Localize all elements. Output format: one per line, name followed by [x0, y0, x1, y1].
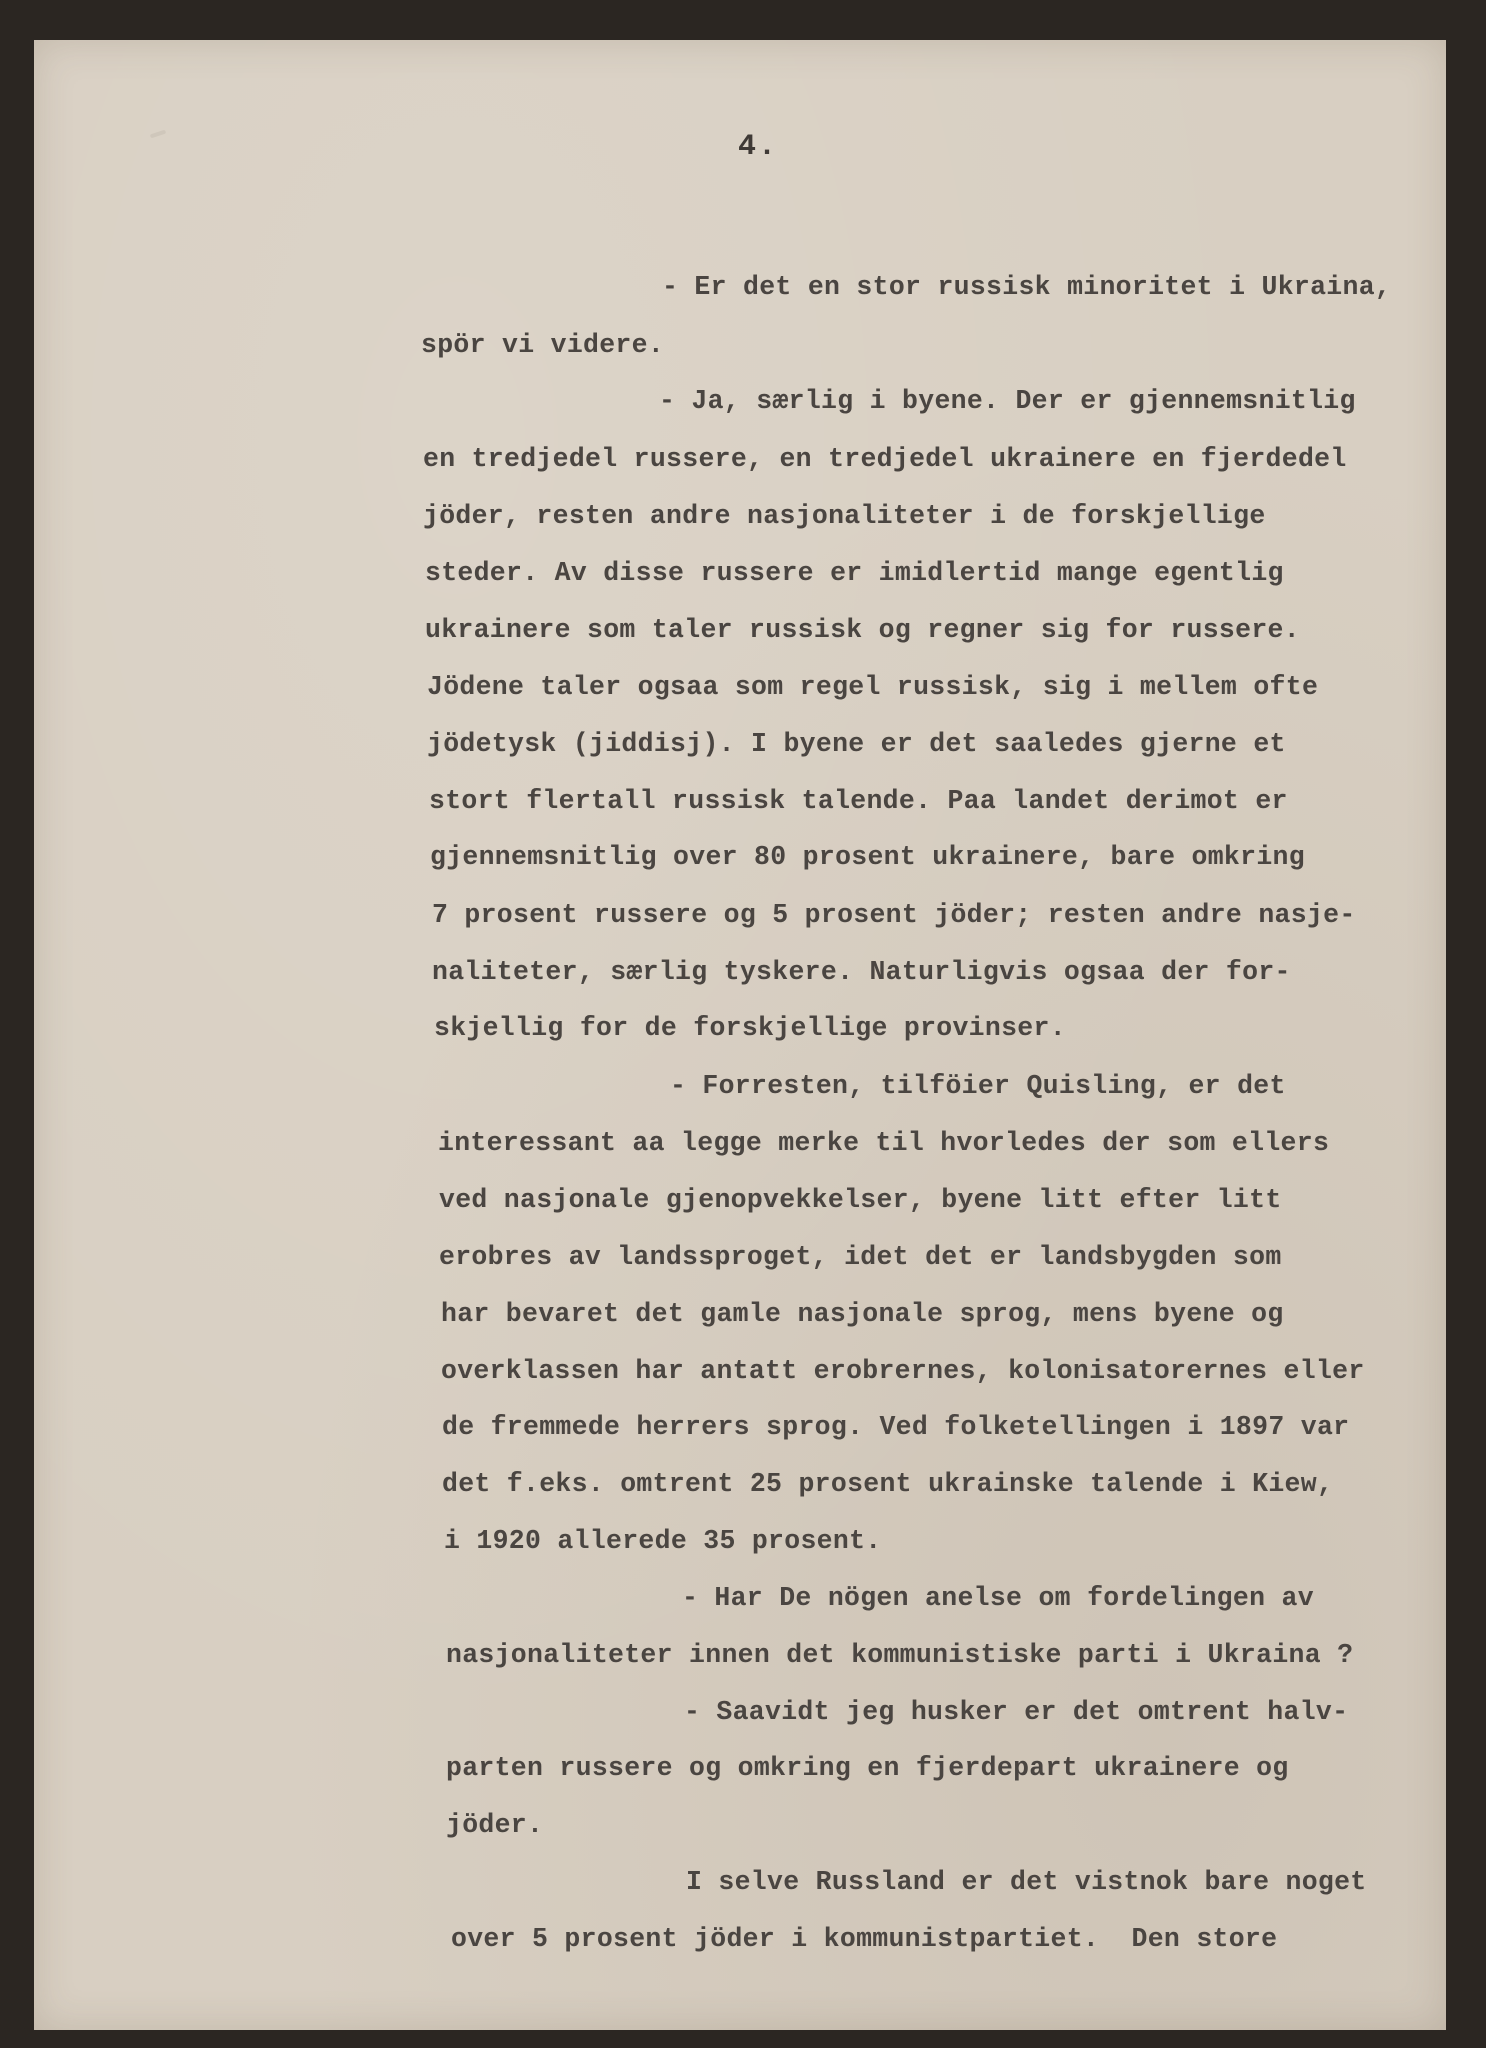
- text-line: - Forresten, tilföier Quisling, er det: [670, 1071, 1286, 1101]
- text-line: nasjonaliteter innen det kommunistiske parti i Ukraina ?: [446, 1640, 1354, 1670]
- text-line: gjennemsnitlig over 80 prosent ukrainere, bare omkring: [430, 842, 1305, 872]
- text-line: de fremmede herrers sprog. Ved folketellingen i 1897 var: [442, 1412, 1350, 1442]
- text-line: parten russere og omkring en fjerdepart ukrainere og: [446, 1753, 1289, 1783]
- text-line: - Saavidt jeg husker er det omtrent halv-: [684, 1697, 1349, 1727]
- text-line: stort flertall russisk talende. Paa landet derimot er: [429, 786, 1288, 816]
- text-line: - Ja, særlig i byene. Der er gjennemsnitlig: [659, 386, 1356, 416]
- text-line: spör vi videre.: [421, 330, 665, 360]
- page-number: 4.: [738, 130, 779, 164]
- text-line: i 1920 allerede 35 prosent.: [444, 1526, 882, 1556]
- text-line: - Har De nögen anelse om fordelingen av: [682, 1583, 1314, 1613]
- ink-mark: [150, 130, 166, 139]
- text-line: interessant aa legge merke til hvorledes der som ellers: [438, 1128, 1330, 1158]
- document-page: [34, 40, 1446, 2030]
- text-line: jödetysk (jiddisj). I byene er det saaledes gjerne et: [427, 729, 1286, 759]
- text-line: steder. Av disse russere er imidlertid mange egentlig: [425, 558, 1284, 588]
- text-line: - Er det en stor russisk minoritet i Ukraina,: [662, 272, 1392, 302]
- text-line: jöder.: [446, 1810, 544, 1840]
- text-line: I selve Russland er det vistnok bare noget: [686, 1867, 1367, 1897]
- text-line: har bevaret det gamle nasjonale sprog, mens byene og: [441, 1299, 1284, 1329]
- text-line: en tredjedel russere, en tredjedel ukrainere en fjerdedel: [423, 444, 1347, 474]
- text-line: 7 prosent russere og 5 prosent jöder; resten andre nasje-: [432, 900, 1356, 930]
- text-line: erobres av landssproget, idet det er landsbygden som: [439, 1242, 1282, 1272]
- text-line: ved nasjonale gjenopvekkelser, byene litt efter litt: [439, 1185, 1282, 1215]
- text-line: naliteter, særlig tyskere. Naturligvis ogsaa der for-: [432, 957, 1291, 987]
- text-line: det f.eks. omtrent 25 prosent ukrainske talende i Kiew,: [442, 1469, 1334, 1499]
- text-line: ukrainere som taler russisk og regner sig for russere.: [425, 615, 1300, 645]
- text-line: overklassen har antatt erobrernes, kolonisatorernes eller: [441, 1356, 1365, 1386]
- text-line: jöder, resten andre nasjonaliteter i de forskjellige: [423, 501, 1266, 531]
- text-line: Jödene taler ogsaa som regel russisk, sig i mellem ofte: [427, 672, 1319, 702]
- text-line: over 5 prosent jöder i kommunistpartiet. Den store: [451, 1924, 1278, 1954]
- text-line: skjellig for de forskjellige provinser.: [434, 1013, 1066, 1043]
